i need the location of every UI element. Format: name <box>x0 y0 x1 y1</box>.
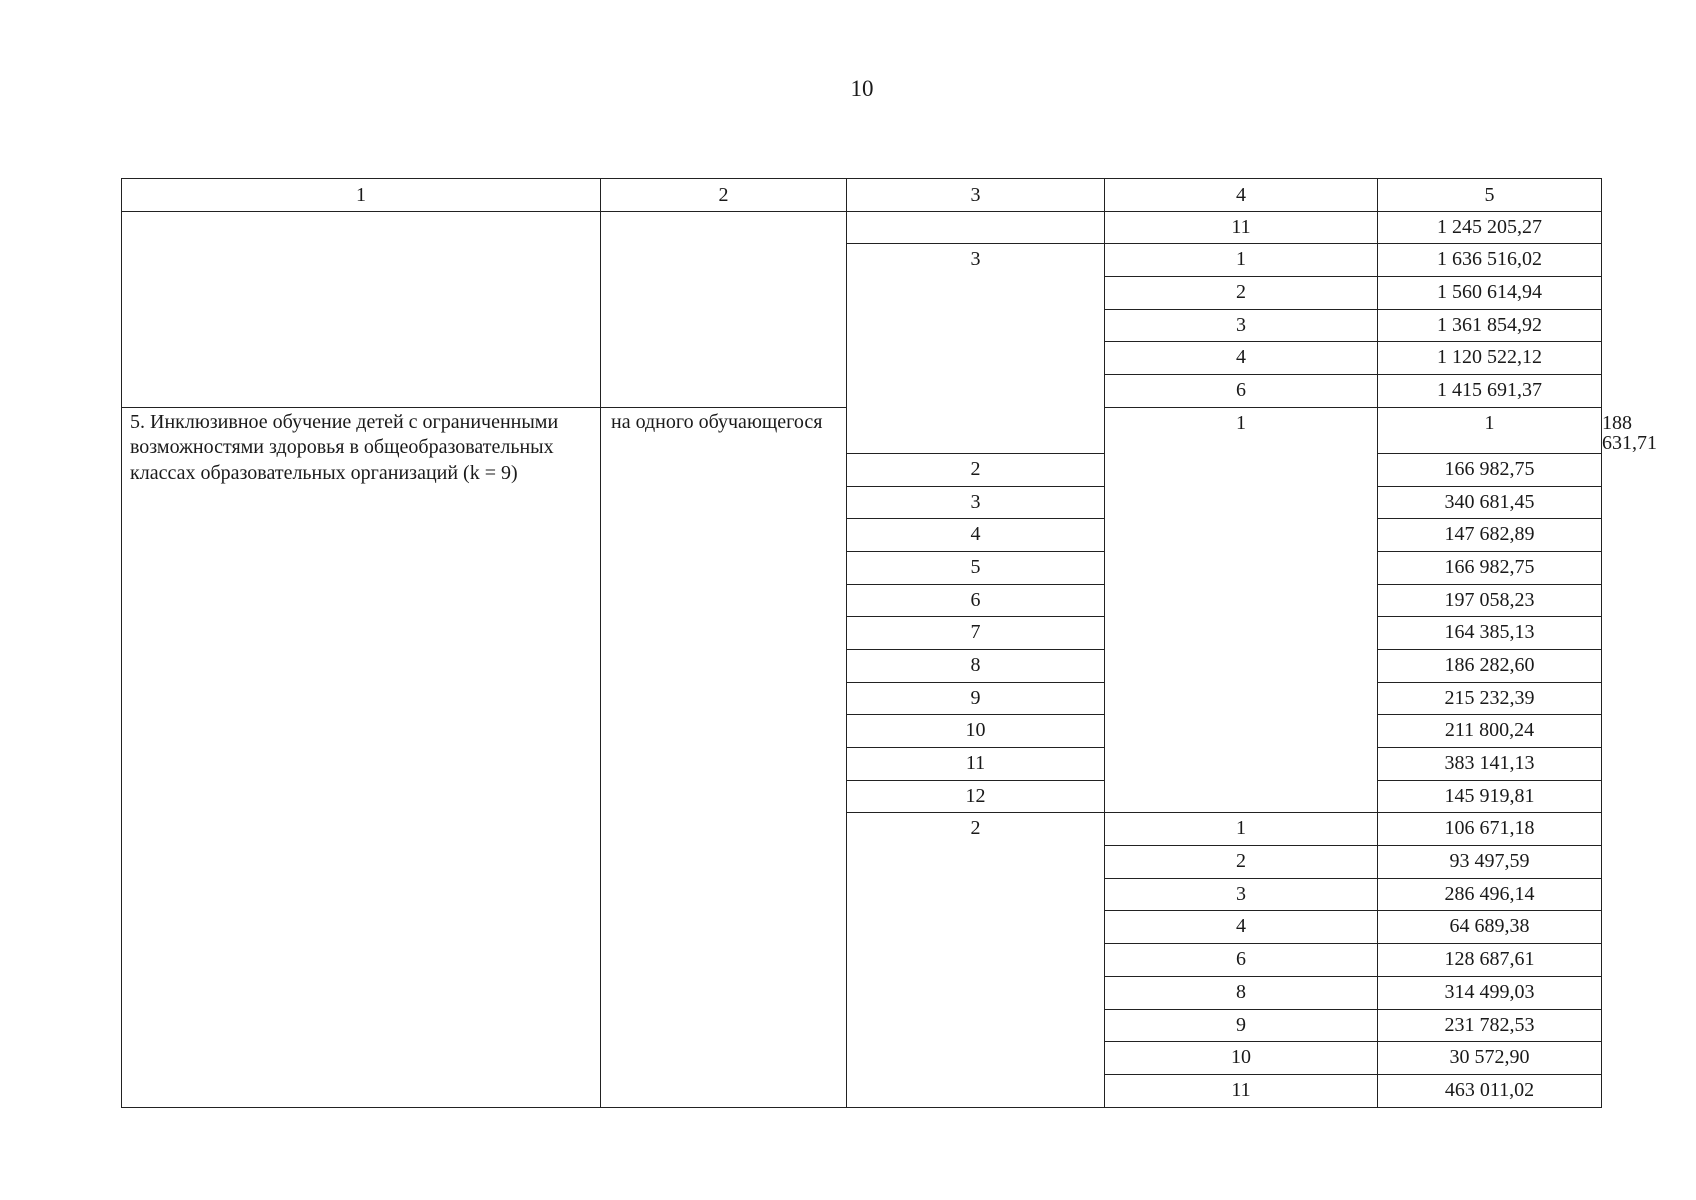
continuation-unit-cell <box>601 211 847 407</box>
row-value: 145 919,81 <box>1378 780 1602 813</box>
row-index: 2 <box>847 453 1105 486</box>
row-value: 147 682,89 <box>1378 519 1602 552</box>
row-value: 106 671,18 <box>1378 813 1602 846</box>
cost-table <box>121 178 1657 1108</box>
row-value: 1 361 854,92 <box>1378 309 1602 342</box>
group-number: 1 <box>1105 407 1378 813</box>
group-number: 3 <box>847 244 1105 453</box>
row-value: 1 245 205,27 <box>1378 211 1602 244</box>
row-index: 6 <box>1105 375 1378 408</box>
row-value: 166 982,75 <box>1378 551 1602 584</box>
row-index: 6 <box>1105 944 1378 977</box>
row-index: 7 <box>847 617 1105 650</box>
row-value: 383 141,13 <box>1378 748 1602 781</box>
row-index: 1 <box>1378 407 1602 453</box>
row-value: 186 282,60 <box>1378 649 1602 682</box>
header-row <box>122 179 1602 212</box>
row-index: 2 <box>1105 277 1378 310</box>
row-index: 11 <box>1105 1074 1378 1107</box>
row-index: 3 <box>1105 878 1378 911</box>
row-index: 4 <box>1105 911 1378 944</box>
row-index: 1 <box>1105 244 1378 277</box>
row-index: 6 <box>847 584 1105 617</box>
row-index: 8 <box>847 649 1105 682</box>
section-5-description: 5. Инклюзивное обучение детей с ограниченными возможностями здоровья в общеобразовательных классах образовательных организаций (k = 9) <box>122 407 601 1107</box>
table-row <box>122 211 1602 244</box>
page-number: 10 <box>850 76 874 101</box>
row-value: 1 415 691,37 <box>1378 375 1602 408</box>
row-index: 8 <box>1105 976 1378 1009</box>
row-index: 11 <box>847 748 1105 781</box>
row-value: 340 681,45 <box>1378 486 1602 519</box>
row-value: 64 689,38 <box>1378 911 1602 944</box>
continuation-description-cell <box>122 211 601 407</box>
header-col-1: 1 <box>122 179 601 212</box>
continuation-group-a-cell <box>847 211 1105 244</box>
row-value: 164 385,13 <box>1378 617 1602 650</box>
section-5-unit: на одного обучающегося <box>601 407 847 1107</box>
row-value: 211 800,24 <box>1378 715 1602 748</box>
row-index: 4 <box>847 519 1105 552</box>
table-body <box>122 179 1657 1108</box>
row-value: 231 782,53 <box>1378 1009 1602 1042</box>
row-index: 12 <box>847 780 1105 813</box>
row-value: 197 058,23 <box>1378 584 1602 617</box>
row-index: 5 <box>847 551 1105 584</box>
row-value: 30 572,90 <box>1378 1042 1602 1075</box>
row-index: 9 <box>1105 1009 1378 1042</box>
row-value: 215 232,39 <box>1378 682 1602 715</box>
table-row: 5. Инклюзивное обучение детей с ограниченными возможностями здоровья в общеобразовательных классах образовательных организаций (k = 9) на одного обучающегося 1 1 188 631,71 <box>122 407 1602 453</box>
row-index: 4 <box>1105 342 1378 375</box>
row-index: 10 <box>1105 1042 1378 1075</box>
row-value: 93 497,59 <box>1378 846 1602 879</box>
row-value: 286 496,14 <box>1378 878 1602 911</box>
row-value: 463 011,02 <box>1378 1074 1602 1107</box>
row-index: 11 <box>1105 211 1378 244</box>
row-index: 2 <box>1105 846 1378 879</box>
row-index: 3 <box>1105 309 1378 342</box>
header-col-2: 2 <box>601 179 847 212</box>
row-value: 314 499,03 <box>1378 976 1602 1009</box>
row-value: 1 120 522,12 <box>1378 342 1602 375</box>
row-value: 166 982,75 <box>1378 453 1602 486</box>
header-col-5: 5 <box>1378 179 1602 212</box>
header-col-3: 3 <box>847 179 1105 212</box>
group-number: 2 <box>847 813 1105 1107</box>
row-index: 1 <box>1105 813 1378 846</box>
row-index: 10 <box>847 715 1105 748</box>
row-value: 1 636 516,02 <box>1378 244 1602 277</box>
row-index: 9 <box>847 682 1105 715</box>
row-value: 1 560 614,94 <box>1378 277 1602 310</box>
row-value: 128 687,61 <box>1378 944 1602 977</box>
row-index: 3 <box>847 486 1105 519</box>
header-col-4: 4 <box>1105 179 1378 212</box>
